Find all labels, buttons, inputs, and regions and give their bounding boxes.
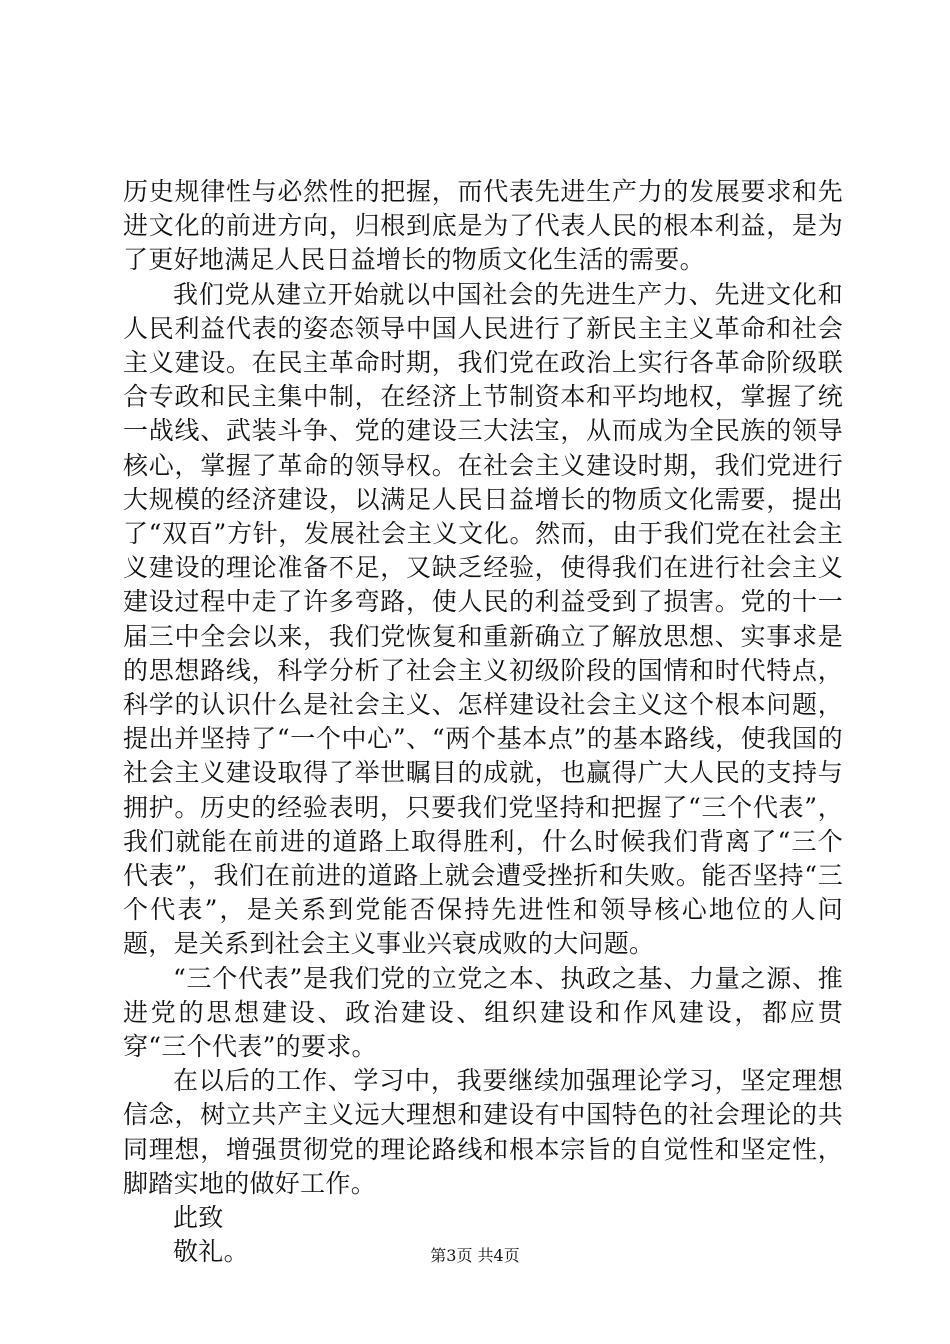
paragraph-future-work: 在以后的工作、学习中，我要继续加强理论学习，坚定理想信念，树立共产主义远大理想和建设有中国特色的社会理论的共同理想，增强贯彻党的理论路线和根本宗旨的自觉性和坚定性，脚踏实地的做好工作。 <box>123 1066 843 1198</box>
closing-salutation: 此致 <box>173 1203 224 1233</box>
closing-regards: 敬礼。 <box>173 1237 249 1267</box>
document-body <box>123 175 843 1270</box>
paragraph-three-represents: “三个代表”是我们党的立党之本、执政之基、力量之源、推进党的思想建设、政治建设、组织建设和作风建设，都应贯穿“三个代表”的要求。 <box>123 963 843 1062</box>
paragraph-party-history: 我们党从建立开始就以中国社会的先进生产力、先进文化和人民利益代表的姿态领导中国人民进行了新民主主义革命和社会主义建设。在民主革命时期，我们党在政治上实行各革命阶级联合专政和民主集中制，在经济上节制资本和平均地权，掌握了统一战线、武装斗争、党的建设三大法宝，从而成为全民族的领导核心，掌握了革命的领导权。在社会主义建设时期，我们党进行大规模的经济建设，以满足人民日益增长的物质文化需要，提出了“双百”方针，发展社会主义文化。然而，由于我们党在社会主义建设的理论准备不足，又缺乏经验，使得我们在进行社会主义建设过程中走了许多弯路，使人民的利益受到了损害。党的十一届三中全会以来，我们党恢复和重新确立了解放思想、实事求是的思想路线，科学分析了社会主义初级阶段的国情和时代特点，科学的认识什么是社会主义、怎样建设社会主义这个根本问题，提出并坚持了“一个中心”、“两个基本点”的基本路线，使我国的社会主义建设取得了举世瞩目的成就，也赢得广大人民的支持与拥护。历史的经验表明，只要我们党坚持和把握了“三个代表”，我们就能在前进的道路上取得胜利，什么时候我们背离了“三个代表”，我们在前进的道路上就会遭受挫折和失败。能否坚持“三个代表”，是关系到党能否保持先进性和领导核心地位的人问题，是关系到社会主义事业兴衰成败的大问题。 <box>123 279 843 959</box>
paragraph-continuation: 历史规律性与必然性的把握，而代表先进生产力的发展要求和先进文化的前进方向，归根到底是为了代表人民的根本利益，是为了更好地满足人民日益增长的物质文化生活的需要。 <box>123 177 843 275</box>
page-number-footer: 第3页 共4页 <box>430 1246 520 1265</box>
